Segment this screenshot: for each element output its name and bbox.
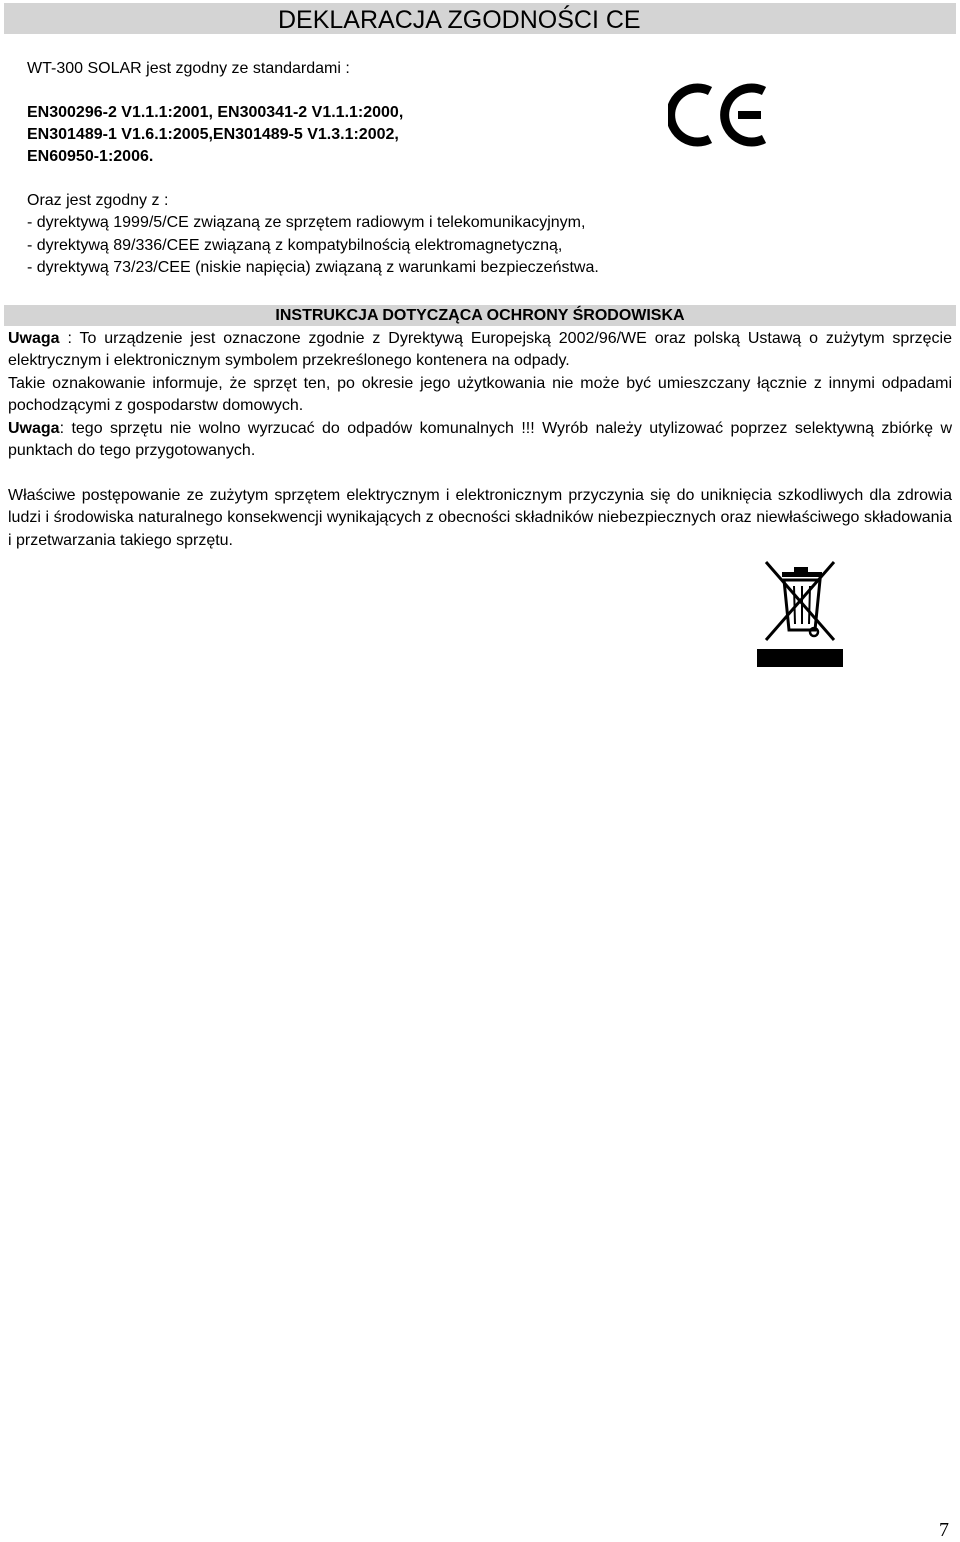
directive-item: - dyrektywą 89/336/CEE związaną z kompatybilnością elektromagnetyczną, — [27, 237, 563, 254]
notice-text: : To urządzenie jest oznaczone zgodnie z Dyrektywą Europejską 2002/96/WE oraz polską Ustawą o zużytym sprzęcie elektrycznym i elektronicznym symbolem przekreślonego kontenera na odpady. — [8, 330, 952, 370]
paragraph-marking: Takie oznakowanie informuje, że sprzęt ten, po okresie jego użytkowania nie może być umieszczany łącznie z innymi odpadami pochodzącymi z gospodarstw domowych. — [8, 375, 952, 415]
notice-label: Uwaga — [8, 330, 60, 347]
section-header-bar — [4, 305, 956, 326]
page-title: DEKLARACJA ZGODNOŚCI CE — [278, 6, 641, 34]
compliance-intro: Oraz jest zgodny z : — [27, 192, 169, 209]
ce-mark-icon — [668, 79, 770, 151]
crossed-out-wheelie-bin-icon — [748, 558, 858, 670]
disposal-text: : tego sprzętu nie wolno wyrzucać do odpadów komunalnych !!! Wyrób należy utylizować poprzez selektywną zbiórkę w punktach do tego przygotowanych. — [8, 420, 952, 460]
paragraph-consequences: Właściwe postępowanie ze zużytym sprzętem elektrycznym i elektronicznym przyczynia się do uniknięcia szkodliwych dla zdrowia ludzi i środowiska naturalnego konsekwencji wynikających z obecności składników niebezpiecznych oraz niewłaściwego składowania i przetwarzania takiego sprzętu. — [8, 487, 952, 549]
standards-line-3: EN60950-1:2006. — [27, 148, 154, 165]
paragraph-disposal — [8, 418, 952, 463]
page-number: 7 — [939, 1519, 949, 1541]
section-title: INSTRUKCJA DOTYCZĄCA OCHRONY ŚRODOWISKA — [275, 307, 685, 324]
paragraph-notice — [8, 328, 952, 373]
directive-item: - dyrektywą 73/23/CEE (niskie napięcia) związaną z warunkami bezpieczeństwa. — [27, 259, 599, 276]
directive-item: - dyrektywą 1999/5/CE związaną ze sprzętem radiowym i telekomunikacyjnym, — [27, 214, 586, 231]
title-bar — [4, 3, 956, 34]
standards-line-2: EN301489-1 V1.6.1:2005,EN301489-5 V1.3.1:2002, — [27, 126, 399, 143]
declaration-intro: WT-300 SOLAR jest zgodny ze standardami : — [27, 60, 350, 77]
standards-line-1: EN300296-2 V1.1.1:2001, EN300341-2 V1.1.1:2000, — [27, 104, 404, 121]
disposal-label: Uwaga — [8, 420, 60, 437]
